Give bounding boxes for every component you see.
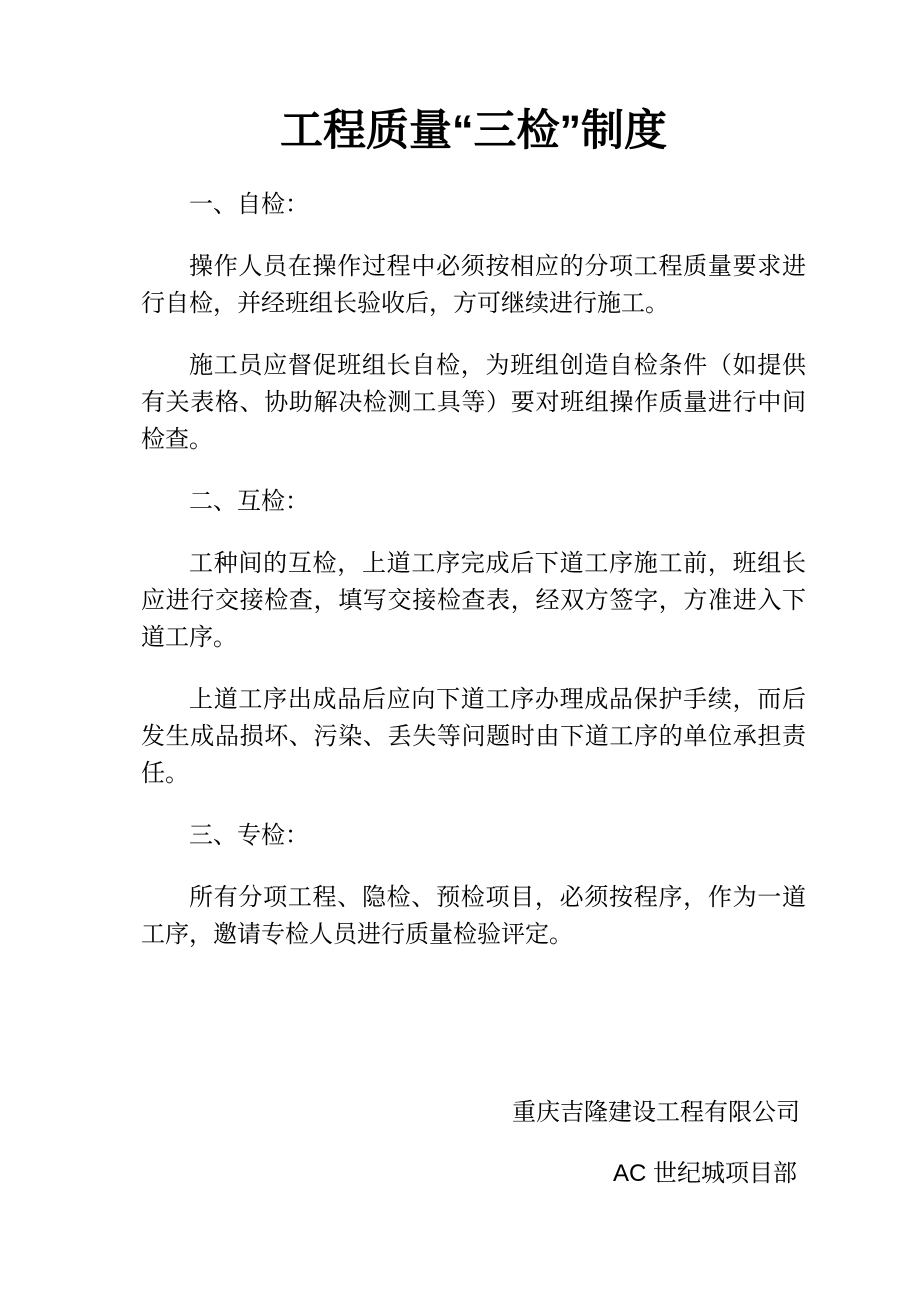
paragraph-self-inspection-2: 施工员应督促班组长自检，为班组创造自检条件（如提供有关表格、协助解决检测工具等）要对班组操作质量进行中间检查。 [141, 353, 806, 453]
section-heading-special-inspection: 三、专检： [189, 823, 309, 849]
section-heading-self-inspection: 一、自检： [189, 192, 309, 218]
document-title: 工程质量“三检”制度 [280, 107, 667, 155]
company-name: 重庆吉隆建设工程有限公司 [512, 1100, 800, 1126]
signature-block [141, 1095, 806, 1192]
project-department: AC 世纪城项目部 [613, 1160, 798, 1187]
paragraph-mutual-inspection-1: 工种间的互检，上道工序完成后下道工序施工前，班组长应进行交接检查，填写交接检查表，经双方签字，方准进入下道工序。 [141, 551, 806, 651]
paragraph-mutual-inspection-2: 上道工序出成品后应向下道工序办理成品保护手续，而后发生成品损坏、污染、丢失等问题时由下道工序的单位承担责任。 [141, 687, 806, 787]
section-heading-mutual-inspection: 二、互检： [189, 489, 309, 515]
paragraph-self-inspection-1: 操作人员在操作过程中必须按相应的分项工程质量要求进行自检，并经班组长验收后，方可继续进行施工。 [141, 254, 806, 317]
paragraph-special-inspection-1: 所有分项工程、隐检、预检项目，必须按程序，作为一道工序，邀请专检人员进行质量检验评定。 [141, 885, 806, 948]
